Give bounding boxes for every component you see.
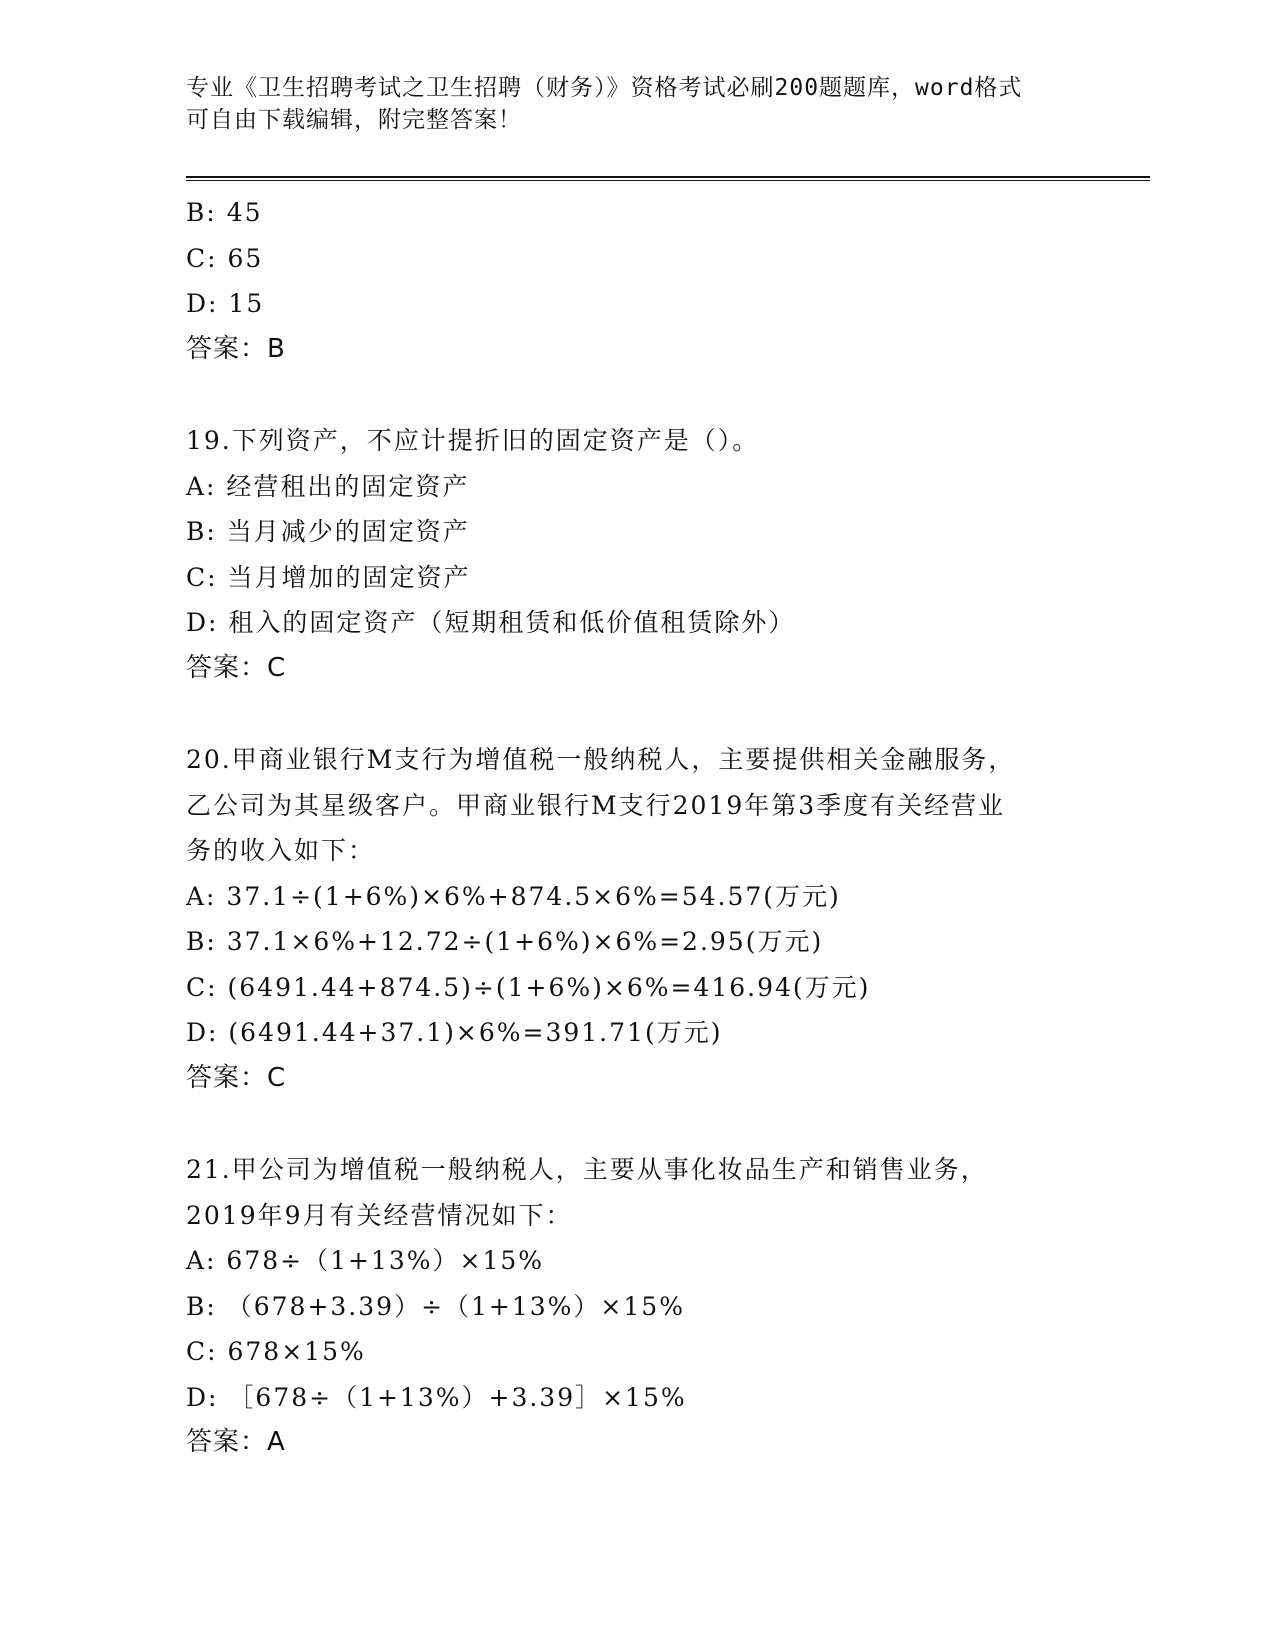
question-stem: 20.甲商业银行M支行为增值税一般纳税人，主要提供相关金融服务，: [186, 745, 1016, 774]
option-b: B: 37.1×6%+12.72÷(1+6%)×6%=2.95(万元): [186, 927, 824, 956]
option-c: C: (6491.44+874.5)÷(1+6%)×6%=416.94(万元): [186, 972, 871, 1002]
option-c: C: 678×15%: [186, 1337, 366, 1366]
option-d: D: 15: [186, 289, 265, 318]
previous-question-tail: [186, 190, 1086, 372]
question-19: [186, 418, 1086, 691]
question-stem: 21.甲公司为增值税一般纳税人，主要从事化妆品生产和销售业务，: [186, 1155, 988, 1184]
option-c: C: 当月增加的固定资产: [186, 562, 471, 592]
option-d: D: 租入的固定资产（短期租赁和低价值租赁除外）: [186, 608, 796, 637]
document-header: [186, 72, 1066, 136]
question-stem: 19.下列资产，不应计提折旧的固定资产是（）。: [186, 426, 760, 455]
question-stem: 2019年9月有关经营情况如下：: [186, 1200, 573, 1230]
answer-line: 答案：C: [186, 652, 287, 683]
option-c: C: 65: [186, 243, 264, 273]
answer-line: 答案：B: [186, 333, 286, 364]
option-a: A: 678÷（1+13%）×15%: [186, 1246, 545, 1275]
answer-line: 答案：C: [186, 1062, 287, 1093]
question-21: [186, 1147, 1086, 1466]
header-line-1: 专业《卫生招聘考试之卫生招聘（财务）》资格考试必刷200题题库，word格式: [186, 75, 1023, 101]
header-line-2: 可自由下载编辑，附完整答案！: [186, 107, 522, 133]
option-b: B: （678+3.39）÷（1+13%）×15%: [186, 1291, 685, 1321]
header-divider: [186, 176, 1150, 181]
option-a: A: 37.1÷(1+6%)×6%+874.5×6%=54.57(万元): [186, 881, 841, 911]
question-stem: 乙公司为其星级客户。甲商业银行M支行2019年第3季度有关经营业: [186, 790, 1006, 820]
option-b: B: 当月减少的固定资产: [186, 517, 470, 546]
option-b: B: 45: [186, 198, 263, 227]
option-d: D: (6491.44+37.1)×6%=391.71(万元): [186, 1018, 723, 1047]
answer-line: 答案：A: [186, 1427, 286, 1457]
option-a: A: 经营租出的固定资产: [186, 471, 470, 501]
option-d: D: ［678÷（1+13%）+3.39］×15%: [186, 1382, 687, 1412]
question-20: [186, 737, 1086, 1101]
question-stem: 务的收入如下：: [186, 836, 376, 865]
question-list: [186, 190, 1086, 1466]
